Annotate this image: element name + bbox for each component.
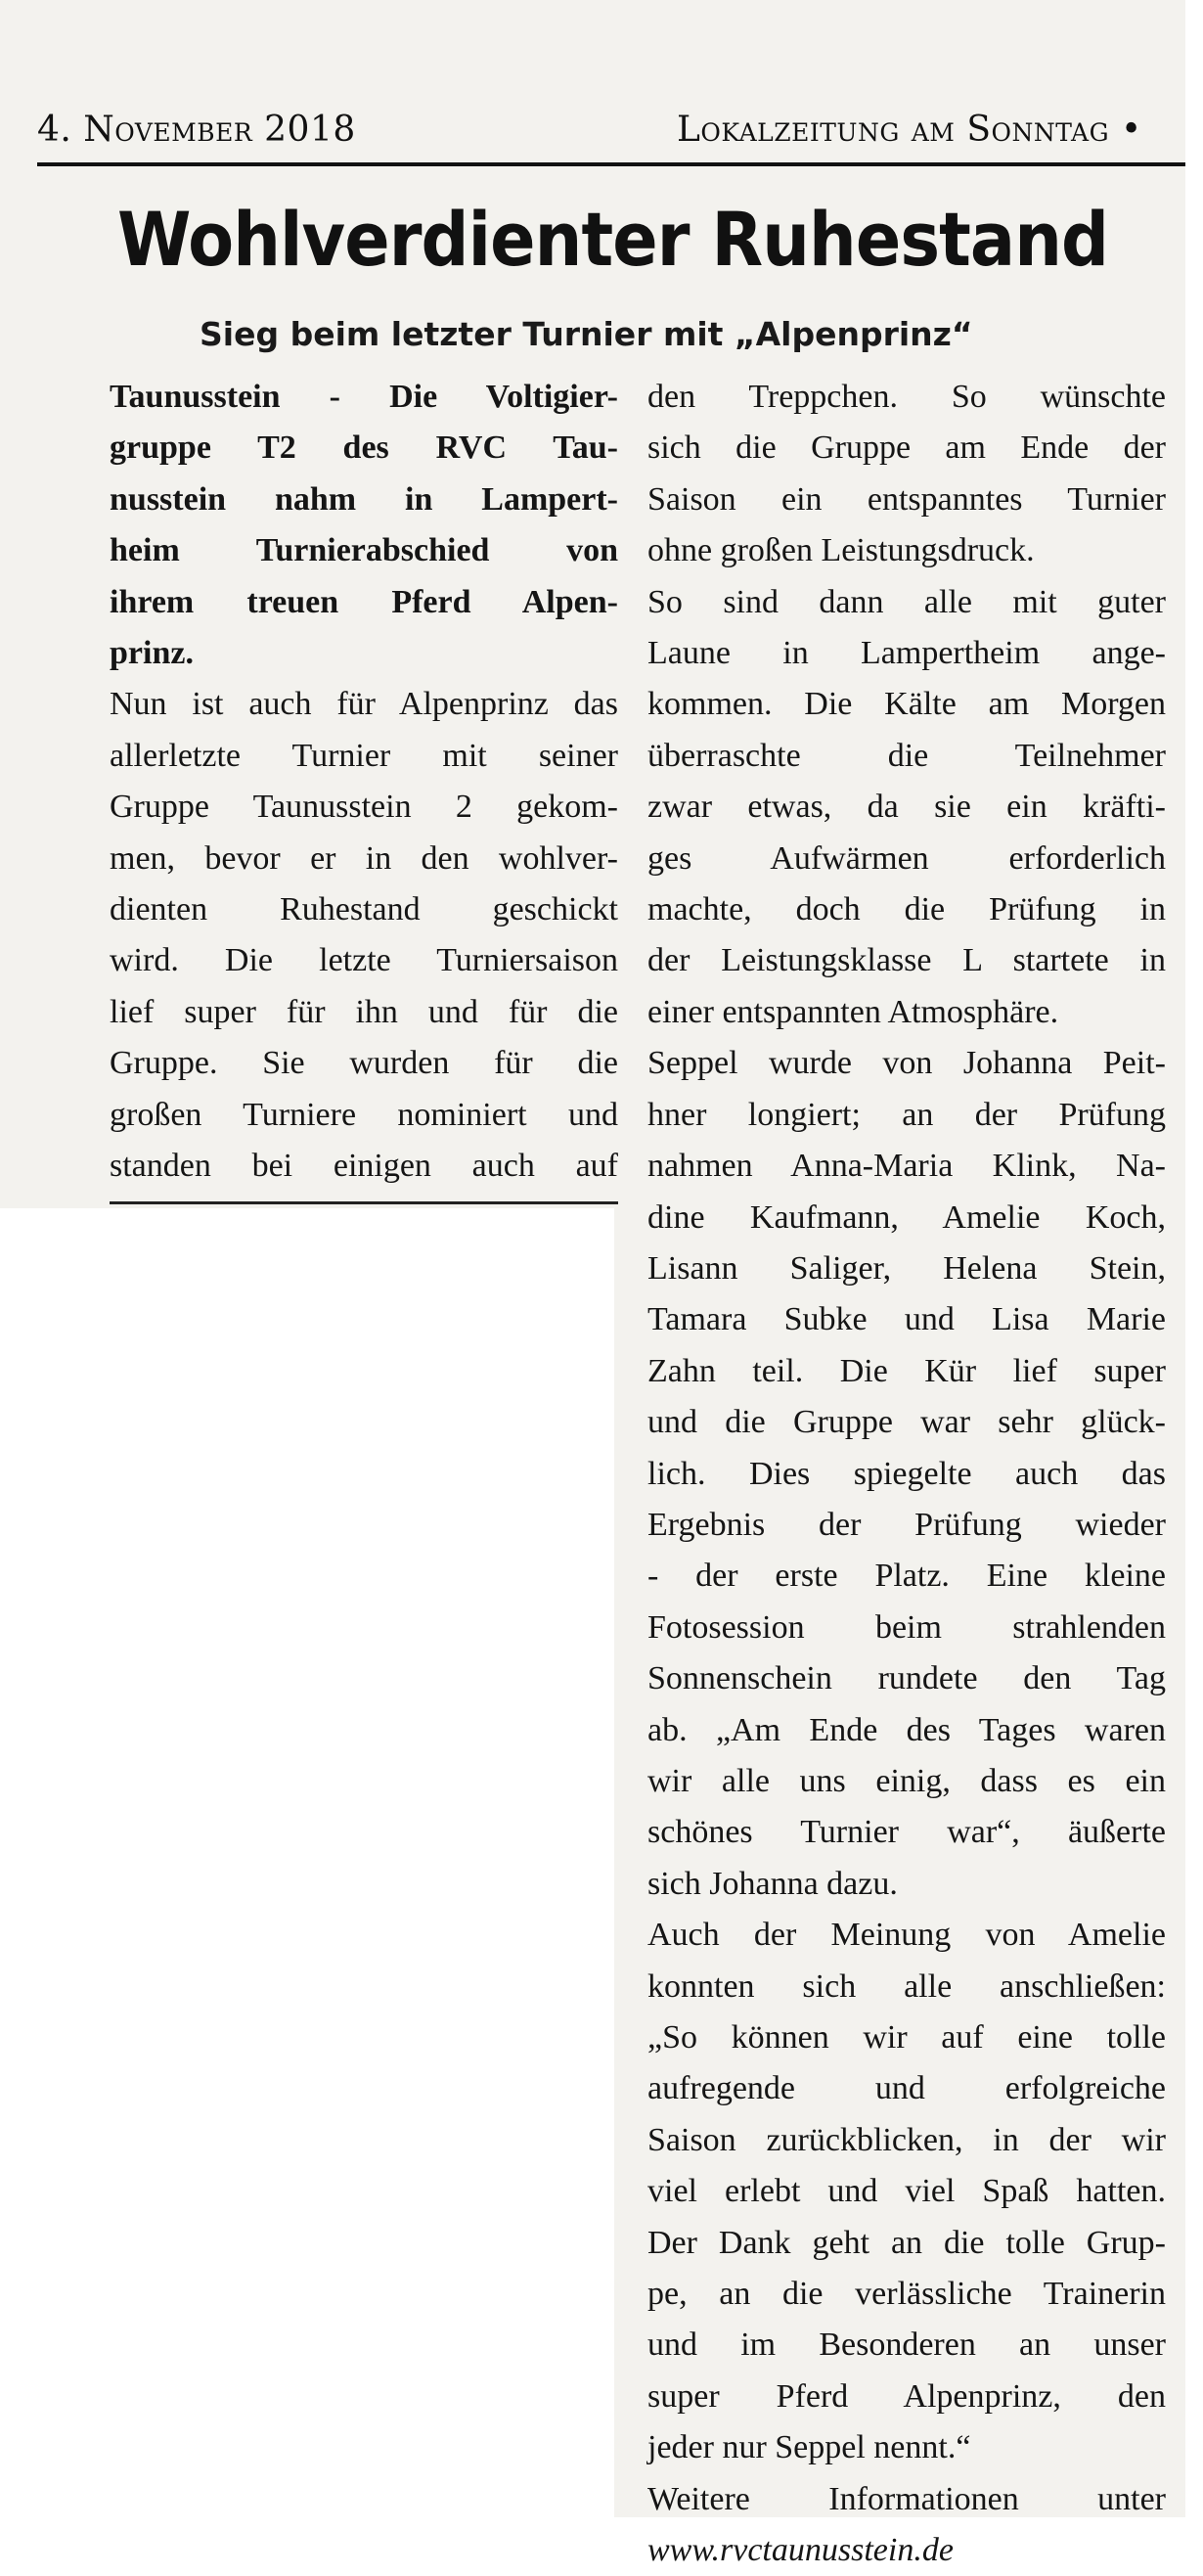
body-line: konnten sich alle anschließen: xyxy=(647,1967,1166,2005)
body-line: großen Turniere nominiert und xyxy=(110,1096,618,1133)
body-line: Gruppe. Sie wurden für die xyxy=(110,1045,618,1082)
body-line: viel erlebt und viel Spaß hatten. xyxy=(647,2173,1166,2210)
article-subheadline: Sieg beim letzter Turnier mit „Alpenprinz“ xyxy=(200,315,973,353)
body-line: kommen. Die Kälte am Morgen xyxy=(647,686,1166,723)
body-line: „So können wir auf eine tolle xyxy=(647,2019,1166,2056)
body-line: standen bei einigen auch auf xyxy=(110,1148,618,1185)
body-line: lich. Dies spiegelte auch das xyxy=(647,1455,1166,1492)
body-line: Nun ist auch für Alpenprinz das xyxy=(110,686,618,723)
lead-line: prinz. xyxy=(110,635,194,672)
body-line: allerletzte Turnier mit seiner xyxy=(110,737,618,774)
body-line: machte, doch die Prüfung in xyxy=(647,891,1166,928)
body-line: schönes Turnier war“, äußerte xyxy=(647,1814,1166,1851)
body-line: Fotosession beim strahlenden xyxy=(647,1608,1166,1646)
body-line: dine Kaufmann, Amelie Koch, xyxy=(647,1198,1166,1236)
body-line: wir alle uns einig, dass es ein xyxy=(647,1762,1166,1799)
lead-line: ihrem treuen Pferd Alpen- xyxy=(110,583,618,620)
body-line: nahmen Anna-Maria Klink, Na- xyxy=(647,1148,1166,1185)
body-line: den Treppchen. So wünschte xyxy=(647,379,1166,415)
body-line: einer entspannten Atmosphäre. xyxy=(647,993,1059,1030)
body-line: Saison zurückblicken, in der wir xyxy=(647,2121,1166,2158)
body-paragraph xyxy=(110,679,618,1192)
lead-line: Taunusstein - Die Voltigier- xyxy=(110,379,618,415)
body-line: und die Gruppe war sehr glück- xyxy=(647,1404,1166,1441)
body-line: hner longiert; an der Prüfung xyxy=(647,1096,1166,1133)
header-rule xyxy=(37,162,1191,166)
body-line: der Leistungsklasse L startete in xyxy=(647,942,1166,979)
article-headline: Wohlverdienter Ruhestand xyxy=(117,196,1109,283)
lead-paragraph xyxy=(110,372,618,679)
body-line: ges Aufwärmen erforderlich xyxy=(647,839,1166,877)
body-line: So sind dann alle mit guter xyxy=(647,583,1166,620)
body-line: Zahn teil. Die Kür lief super xyxy=(647,1352,1166,1389)
lead-line: nusstein nahm in Lampert- xyxy=(110,480,618,518)
body-line: ab. „Am Ende des Tages waren xyxy=(647,1711,1166,1748)
website-link[interactable]: www.rvctaunusstein.de xyxy=(647,2532,954,2569)
lead-line: gruppe T2 des RVC Tau- xyxy=(110,429,618,467)
body-line: Der Dank geht an die tolle Grup- xyxy=(647,2224,1166,2261)
body-line: Saison ein entspanntes Turnier xyxy=(647,480,1166,518)
body-line: pe, an die verlässliche Trainerin xyxy=(647,2276,1166,2313)
body-line: sich Johanna dazu. xyxy=(647,1865,898,1902)
issue-date: 4. November 2018 xyxy=(37,110,356,150)
body-line: Tamara Subke und Lisa Marie xyxy=(647,1301,1166,1338)
body-paragraph xyxy=(647,372,1166,1910)
body-paragraph xyxy=(647,1910,1166,2576)
body-line: - der erste Platz. Eine kleine xyxy=(647,1558,1166,1595)
newspaper-name: Lokalzeitung am Sonntag • xyxy=(677,110,1142,150)
scan-edge xyxy=(1185,0,1203,2517)
body-line: sich die Gruppe am Ende der xyxy=(647,429,1166,467)
left-column xyxy=(110,372,618,1193)
body-line: Lisann Saliger, Helena Stein, xyxy=(647,1249,1166,1287)
body-line: dienten Ruhestand geschickt xyxy=(110,891,618,928)
body-line: Weitere Informationen unter xyxy=(647,2480,1166,2517)
body-line: Laune in Lampertheim ange- xyxy=(647,635,1166,672)
body-line: zwar etwas, da sie ein kräfti- xyxy=(647,789,1166,826)
body-line: aufregende und erfolgreiche xyxy=(647,2070,1166,2107)
body-line: Sonnenschein rundete den Tag xyxy=(647,1660,1166,1697)
column-end-rule xyxy=(110,1201,618,1204)
body-line: Ergebnis der Prüfung wieder xyxy=(647,1506,1166,1543)
body-line: Gruppe Taunusstein 2 gekom- xyxy=(110,789,618,826)
lead-line: heim Turnierabschied von xyxy=(110,532,618,569)
body-line: und im Besonderen an unser xyxy=(647,2327,1166,2364)
body-line: jeder nur Seppel nennt.“ xyxy=(647,2429,971,2466)
body-line: wird. Die letzte Turniersaison xyxy=(110,942,618,979)
body-line: men, bevor er in den wohlver- xyxy=(110,839,618,877)
body-line: Seppel wurde von Johanna Peit- xyxy=(647,1045,1166,1082)
right-column xyxy=(647,372,1166,2576)
body-line: überraschte die Teilnehmer xyxy=(647,737,1166,774)
body-line: ohne großen Leistungsdruck. xyxy=(647,532,1035,569)
body-line: super Pferd Alpenprinz, den xyxy=(647,2377,1166,2415)
body-line: Auch der Meinung von Amelie xyxy=(647,1917,1166,1954)
body-line: lief super für ihn und für die xyxy=(110,993,618,1030)
